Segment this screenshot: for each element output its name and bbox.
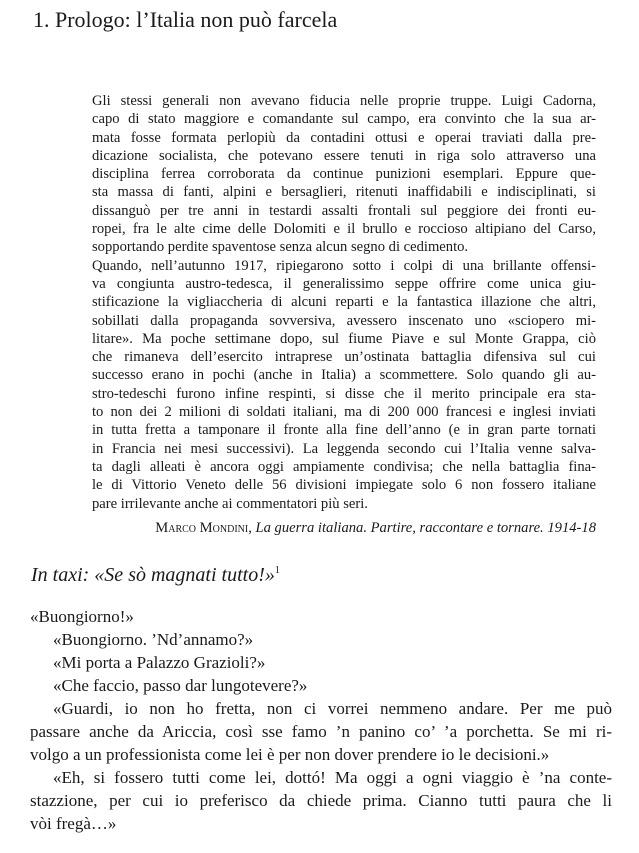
dialogue-line: [30, 605, 612, 628]
text-line: passare anche da Ariccia, così sse famo ’n panino co’ ’a porchetta. Se mi ri-: [30, 722, 612, 741]
attribution-author: Marco Mondini: [155, 520, 249, 536]
text-line: Gli stessi generali non avevano fiducia nelle proprie truppe. Luigi Cadorna,: [92, 93, 596, 109]
dialogue-line: [30, 766, 612, 835]
section-subheading: [31, 563, 280, 587]
text-line: ta dagli alleati è ancora oggi ampiamente condivisa; che nella battaglia fina-: [92, 458, 596, 475]
text-line: Quando, nell’autunno 1917, ripiegarono sotto i colpi di una brillante offensi-: [92, 257, 596, 274]
text-line: che rimaneva dell’esercito intraprese un’ostinata battaglia difensiva sul cui: [92, 349, 596, 366]
footnote-marker[interactable]: 1: [274, 565, 280, 576]
text-line: «Buongiorno!»: [30, 607, 134, 626]
text-line: ropei, fra le alte cime delle Dolomiti e il brullo e roccioso altipiano del Carso,: [92, 221, 596, 238]
text-line: sta massa di fanti, alpini e bersaglieri, ritenuti inaffidabili e indisciplinati, si: [92, 184, 596, 201]
dialogue-line: [30, 697, 612, 766]
text-line: stro-tedeschi furono infine respinti, si disse che il merito principale era sta-: [92, 385, 596, 402]
text-line: mata fosse formata perlopiù da contadini ottusi e operai traviati dalla pre-: [92, 129, 596, 146]
dialogue-line: [30, 628, 612, 651]
dialogue: [30, 605, 612, 835]
text-line: pare irrilevante anche ai commentatori più seri.: [92, 495, 368, 512]
text-line: disciplina ferrea corroborata da continue punizioni esemplari. Eppure que-: [92, 166, 596, 183]
text-line: in Francia nei mesi successivi). La leggenda secondo cui l’Italia venne salva-: [92, 440, 596, 457]
text-line: «Eh, si fossero tutti come lei, dottó! Ma oggi a ogni viaggio è ’na conte-: [53, 768, 612, 787]
dialogue-line: [30, 651, 612, 674]
text-line: stificazione la vigliaccheria di alcuni reparti e la fantastica illazione che altri,: [92, 294, 596, 311]
text-line: «Guardi, io non ho fretta, non ci vorrei nemmeno andare. Per me può: [53, 699, 612, 718]
text-line: sopportando perdite spaventose senza alcun segno di cedimento.: [92, 239, 469, 256]
text-line: sobillati dalla propaganda sovversiva, avessero inscenato uno «sciopero mi-: [92, 312, 596, 329]
quote-attribution: [155, 519, 596, 537]
text-line: to non dei 2 milioni di soldati italiani, ma di 200 000 francesi e inglesi inviati: [92, 404, 596, 421]
text-line: litare». Ma poche settimane dopo, sul fiume Piave e sul Monte Grappa, ciò: [92, 330, 596, 347]
text-line: «Che faccio, passo dar lungotevere?»: [53, 676, 308, 695]
dialogue-line: [30, 674, 612, 697]
chapter-heading: 1. Prologo: l’Italia non può farcela: [33, 7, 338, 32]
attribution-work: La guerra italiana. Partire, raccontare e tornare. 1914-18: [255, 520, 596, 536]
text-line: «Mi porta a Palazzo Grazioli?»: [53, 653, 266, 672]
text-line: «Buongiorno. ’Nd’annamo?»: [53, 630, 254, 649]
subheading-text: In taxi: «Se sò magnati tutto!»: [31, 564, 275, 586]
text-line: successo erano in pochi (anche in Italia) a scommettere. Solo quando gli au-: [92, 367, 596, 384]
text-line: vòi fregà…»: [30, 814, 117, 833]
quote-paragraph: [92, 257, 596, 513]
quote-paragraph: [92, 92, 596, 257]
epigraph-quote: [92, 92, 596, 513]
text-line: in tutta fretta a tamponare il fronte alla fine dell’anno (e in gran parte tornati: [92, 422, 596, 439]
text-line: le di Vittorio Veneto delle 56 divisioni impiegate solo 6 non fossero italiane: [92, 477, 596, 494]
attribution-separator: ,: [248, 520, 256, 536]
text-line: volgo a un professionista come lei è per non dover prendere io le decisioni.»: [30, 745, 550, 764]
text-line: stazzione, per cui io preferisco da chiede prima. Cianno tutti paura che li: [30, 791, 612, 810]
text-line: capo di stato maggiore e comandante sul campo, era convinto che la sua ar-: [92, 111, 596, 128]
text-line: va congiunta austro-tedesca, il generalissimo seppe offrire come unica giu-: [92, 275, 596, 292]
text-line: dissanguò per tre anni in testardi assalti frontali sul peggiore dei fronti eu-: [92, 202, 596, 219]
text-line: dicazione socialista, che potevano essere tenuti in riga solo attraverso una: [92, 147, 596, 164]
